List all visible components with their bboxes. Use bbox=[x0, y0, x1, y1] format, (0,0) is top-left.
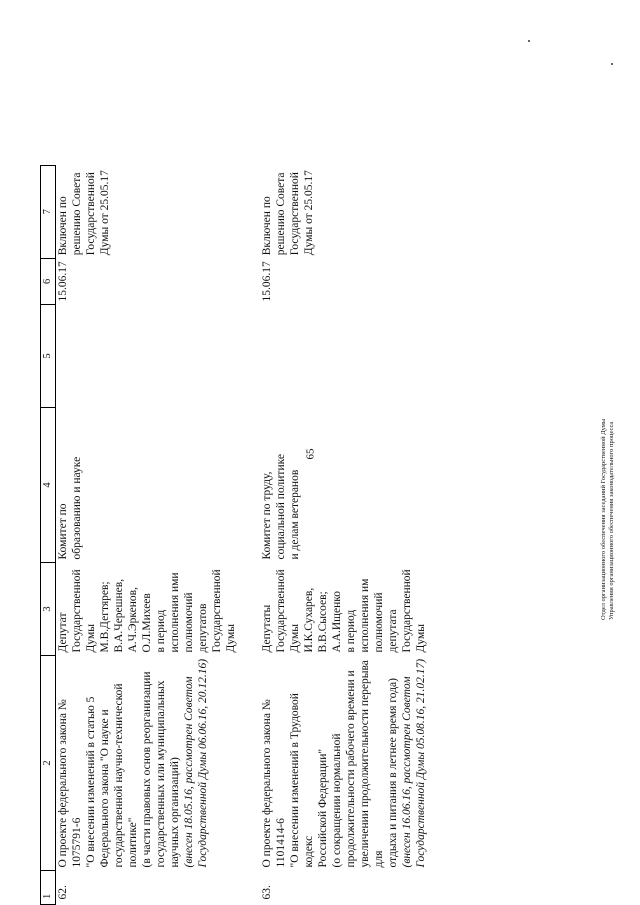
bill-title-line: увеличении продолжительности перерыва для bbox=[359, 660, 385, 868]
author-line: Думы bbox=[85, 624, 97, 653]
column-header-6: 6 bbox=[41, 258, 56, 304]
committee-line: Комитет по bbox=[57, 503, 69, 560]
decision-line: Думы от 25.05.17 bbox=[303, 170, 315, 256]
column-header-7: 7 bbox=[41, 165, 56, 258]
author-line: в период bbox=[155, 609, 167, 653]
bill-title-line: государственной научно-технической bbox=[113, 683, 125, 868]
table-row bbox=[56, 165, 239, 904]
column-header-4: 4 bbox=[41, 408, 56, 563]
author-line: М.В.Дегтярев; bbox=[99, 581, 111, 653]
bill-title-line: "О внесении изменений в Трудовой кодекс bbox=[289, 693, 315, 868]
author-line: Государственной bbox=[71, 569, 83, 653]
bill-title-line: (в части правовых основ реорганизации bbox=[141, 671, 153, 868]
rotated-page-content bbox=[40, 20, 640, 905]
column-header-3: 3 bbox=[41, 563, 56, 656]
author-line: О.Л.Михеев bbox=[141, 593, 153, 653]
column-5-cell bbox=[56, 305, 239, 408]
bill-title-line: политике" bbox=[127, 817, 139, 868]
department-footer bbox=[600, 335, 640, 620]
column-5-cell bbox=[260, 305, 428, 408]
committee-line: Комитет по труду, bbox=[261, 471, 273, 560]
bill-title-line: Федерального закона "О науке и bbox=[99, 709, 111, 868]
bill-title-line: (о сокращении нормальной bbox=[331, 733, 343, 868]
column-number-header-row bbox=[41, 165, 56, 904]
author-line: исполнения ими bbox=[169, 572, 181, 653]
committee-cell bbox=[56, 408, 239, 563]
author-line: А.А.Ищенко bbox=[331, 590, 343, 653]
row-number: 63. bbox=[261, 885, 273, 900]
author-line: в период bbox=[345, 609, 357, 653]
footer-line: Управления организационного обеспечения законодательного процесса bbox=[608, 421, 615, 620]
author-line: Государственной bbox=[401, 569, 413, 653]
bill-status-note: (внесен 18.05.16, рассмотрен Советом bbox=[183, 676, 195, 868]
authors-cell bbox=[56, 563, 239, 656]
bill-title-cell bbox=[260, 656, 428, 871]
bill-title-line: государственных или муниципальных bbox=[155, 680, 167, 868]
author-line: Депутат bbox=[57, 612, 69, 653]
author-line: А.Ч.Эркенов, bbox=[127, 587, 139, 653]
decision-line: Государственной bbox=[85, 172, 97, 256]
row-spacer bbox=[238, 165, 260, 904]
author-line: депутата bbox=[387, 609, 399, 653]
decision-cell bbox=[56, 165, 239, 258]
column-header-2: 2 bbox=[41, 656, 56, 871]
author-line: исполнения им bbox=[359, 578, 371, 653]
bill-title-line: научных организаций) bbox=[169, 757, 181, 868]
author-line: Думы bbox=[415, 624, 427, 653]
author-line: Государственной bbox=[211, 569, 223, 653]
footer-line: Отдел организационного обеспечения заседаний Государственной Думы bbox=[600, 418, 607, 620]
author-line: В.В.Сысоев; bbox=[317, 591, 329, 653]
bill-title-line: О проекте федерального закона № 1101414-6 bbox=[261, 699, 287, 868]
bill-status-note: Государственной Думы 06.06.16, 20.12.16) bbox=[197, 658, 209, 868]
row-number: 62. bbox=[57, 885, 69, 900]
authors-cell bbox=[260, 563, 428, 656]
bill-title-line: продолжительности рабочего времени и bbox=[345, 670, 357, 868]
decision-line: Включен по bbox=[261, 196, 273, 256]
bill-status-note: (внесен 16.06.16, рассмотрен Советом bbox=[401, 676, 413, 868]
decision-line: решению Совета bbox=[275, 172, 287, 256]
bill-title-cell bbox=[56, 656, 239, 871]
committee-line: и делам ветеранов bbox=[289, 469, 301, 560]
bill-title-line: Российской Федерации" bbox=[317, 748, 329, 868]
author-line: Депутаты bbox=[261, 604, 273, 653]
bill-register-table bbox=[40, 165, 428, 905]
author-line: Государственной bbox=[275, 569, 287, 653]
decision-line: Государственной bbox=[289, 172, 301, 256]
decision-line: решению Совета bbox=[71, 172, 83, 256]
author-line: депутатов bbox=[197, 603, 209, 653]
page-number: 65 bbox=[304, 448, 317, 460]
author-line: Думы bbox=[225, 624, 237, 653]
decision-line: Включен по bbox=[57, 196, 69, 256]
author-line: И.К.Сухарев, bbox=[303, 587, 315, 653]
decision-cell bbox=[260, 165, 428, 258]
decision-line: Думы от 25.05.17 bbox=[99, 170, 111, 256]
author-line: полномочий bbox=[373, 592, 385, 653]
column-header-5: 5 bbox=[41, 305, 56, 408]
bill-title-line: "О внесении изменений в статью 5 bbox=[85, 696, 97, 868]
author-line: Думы bbox=[289, 624, 301, 653]
column-header-1: 1 bbox=[41, 871, 56, 905]
bill-title-line: отдыха и питания в летнее время года) bbox=[387, 678, 399, 868]
committee-cell bbox=[260, 408, 428, 563]
author-line: В.А.Черешнев, bbox=[113, 578, 125, 653]
bill-title-line: О проекте федерального закона № 1075791-6 bbox=[57, 699, 83, 868]
bill-status-note: Государственной Думы 05.08.16, 21.02.17) bbox=[415, 658, 427, 868]
author-line: полномочий bbox=[183, 592, 195, 653]
committee-line: социальной политике bbox=[275, 453, 287, 560]
committee-line: образованию и науке bbox=[71, 456, 83, 560]
date-cell: 15.06.17 bbox=[261, 261, 273, 302]
date-cell: 15.06.17 bbox=[57, 261, 69, 302]
table-row bbox=[260, 165, 428, 904]
